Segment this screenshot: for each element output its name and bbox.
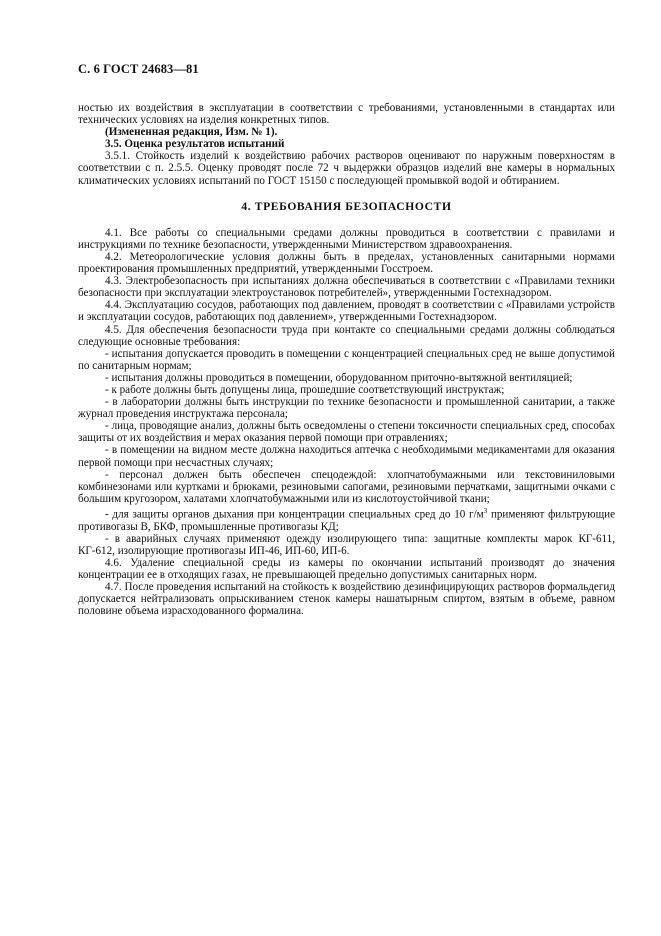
paragraph-3-5-1: 3.5.1. Стойкость изделий к воздействию рабочих растворов оценивают по наружным поверхностям в соответствии с п. 2.5.5. Оценку проводят после 72 ч выдержки образцов изделий вне камеры в нормальных климатических условиях испытаний по ГОСТ 15150 с последующей промывкой водой и обтиранием. [78,150,615,187]
paragraph-4-2: 4.2. Метеорологические условия должны быть в пределах, установленных санитарными нормами проектирования промышленных предприятий, утвержденными Госстроем. [78,250,615,276]
requirement-item: - в лаборатории должны быть инструкции по технике безопасности и промышленной санитарии, а также журнал проведения инструктажа персонала; [78,396,615,421]
subsection-heading-3-5: 3.5. Оценка результатов испытаний [105,138,285,151]
item-text: применяют фильтрующие противогазы В, БКФ, промышленные противогазы КД; [78,508,615,533]
paragraph-4-3: 4.3. Электробезопасность при испытаниях должна обеспечиваться в соответствии с «Правилами техники безопасности при эксплуатации электроустановок потребителей», утвержденными Гостехнадзором. [78,275,615,300]
requirement-item: - испытания должны проводиться в помещении, оборудованном приточно-вытяжной вентиляцией; [105,371,573,384]
paragraph-4-4: 4.4. Эксплуатацию сосудов, работающих под давлением, проводят в соответствии с «Правилами устройств и эксплуатации сосудов, работающих под давлением», утвержденными Гостехнадзором. [78,299,615,324]
paragraph-4-6: 4.6. Удаление специальной среды из камеры по окончании испытаний производят до значения концентрации ее в отходящих газах, не превышающей предельно допустимых санитарных норм. [78,556,615,582]
amendment-note: (Измененная редакция, Изм. № 1). [105,126,278,139]
requirement-item: - в помещении на видном месте должна находиться аптечка с необходимыми медикаментами для оказания первой помощи при несчастных случаях; [78,444,615,469]
requirement-item: - в аварийных случаях применяют одежду изолирующего типа: защитные комплекты марок КГ-611, КГ-612, изолирующие противогазы ИП-46, ИП-60, ИП-6. [78,532,615,557]
paragraph-4-1: 4.1. Все работы со специальными средами должны проводиться в соответствии с правилами и инструкциями по технике безопасности, утвержденными Министерством здравоохранения. [78,226,615,251]
requirement-item: - испытания допускается проводить в помещении с концентрацией специальных сред не выше допустимой по санитарным нормам; [78,347,615,372]
requirement-item-respirators [78,505,615,533]
superscript: 3 [483,506,488,515]
requirement-item: - к работе должны быть допущены лица, прошедшие соответствующий инструктаж; [105,383,505,396]
requirement-item: - лица, проводящие анализ, должны быть осведомлены о степени токсичности специальных сред, способах защиты от их воздействия и мерах оказания первой помощи при отравлениях; [78,420,615,445]
document-page [78,62,615,617]
item-text: - для защиты органов дыхания при концентрации специальных сред до 10 г/м [105,508,484,521]
paragraph-4-7: 4.7. После проведения испытаний на стойкость к воздействию дезинфицирующих растворов формальдегид допускается нейтрализовать опрыскиванием стенок камеры нашатырным спиртом, взятым в объеме, равном половине объема израсходованного формалина. [78,581,615,618]
paragraph-4-5: 4.5. Для обеспечения безопасности труда при контакте со специальными средами должны соблюдаться следующие основные требования: [78,323,615,348]
page-header: С. 6 ГОСТ 24683—81 [78,62,199,76]
paragraph-continuation: ностью их воздействия в эксплуатации в соответствии с требованиями, установленными в стандартах или технических условиях на изделия конкретных типов. [78,102,615,127]
section-title-4: 4. ТРЕБОВАНИЯ БЕЗОПАСНОСТИ [241,199,452,213]
body-text [78,102,615,617]
requirement-item: - персонал должен быть обеспечен спецодеждой: хлопчатобумажными или текстовиниловыми комбинезонами или куртками и брюками, резиновыми сапогами, резиновыми перчатками, защитными очками с большим кругозором, халатами хлопчатобумажными или из кислотоустойчивой ткани; [78,468,615,505]
